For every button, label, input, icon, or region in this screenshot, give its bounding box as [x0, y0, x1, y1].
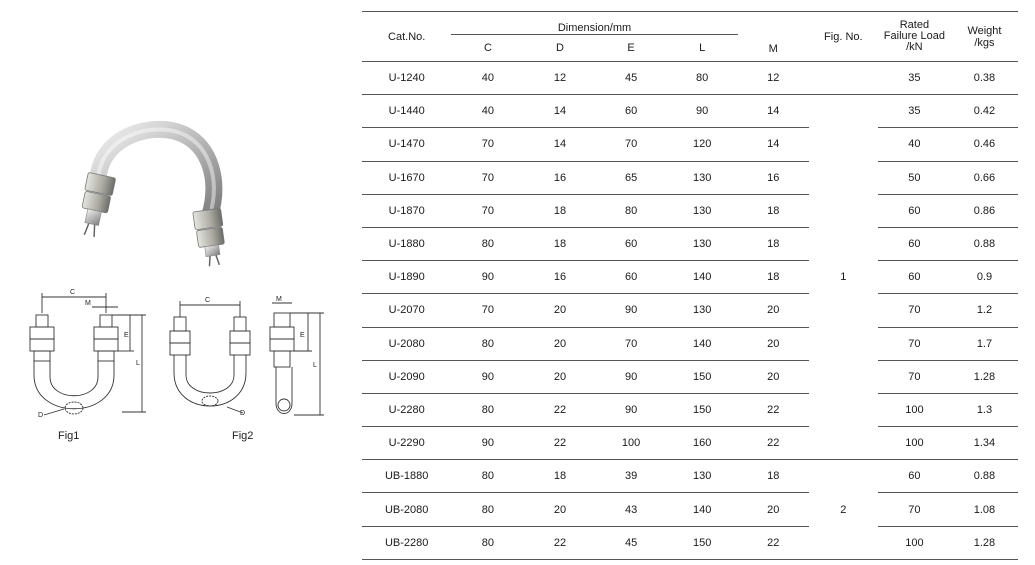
header-m: M	[768, 43, 778, 55]
cell-load: 70	[878, 327, 951, 360]
cell-d: 18	[524, 460, 595, 493]
cell-m: 22	[738, 526, 809, 559]
cell-cat: U-2090	[362, 360, 451, 393]
cell-w: 0.42	[951, 95, 1018, 128]
cell-load: 60	[878, 227, 951, 260]
cell-w: 1.08	[951, 493, 1018, 526]
cell-d: 14	[524, 95, 595, 128]
u-bolt-photo	[60, 110, 240, 270]
header-cat-no: Cat.No.	[388, 30, 426, 43]
table-row	[362, 360, 1018, 393]
table-row	[362, 128, 1018, 161]
cell-m: 20	[738, 360, 809, 393]
cell-m: 18	[738, 261, 809, 294]
cell-load: 70	[878, 493, 951, 526]
cell-load: 70	[878, 360, 951, 393]
cell-cat: U-1470	[362, 128, 451, 161]
cell-l: 80	[667, 62, 738, 95]
fig1-dim-e: E	[124, 332, 129, 339]
cell-w: 0.88	[951, 227, 1018, 260]
u-bolt-technical-drawings	[0, 275, 355, 435]
cell-load: 60	[878, 261, 951, 294]
cell-e: 39	[596, 460, 667, 493]
cell-d: 22	[524, 427, 595, 460]
header-rated-failure-load	[878, 12, 951, 62]
cell-cat: UB-1880	[362, 460, 451, 493]
cell-l: 130	[667, 294, 738, 327]
rated-line-1: Rated	[899, 19, 930, 31]
side-view-drawing	[270, 303, 324, 415]
cell-e: 70	[596, 128, 667, 161]
cell-d: 16	[524, 261, 595, 294]
cell-cat: U-2290	[362, 427, 451, 460]
cell-w: 1.3	[951, 393, 1018, 426]
cell-l: 160	[667, 427, 738, 460]
cell-l: 140	[667, 493, 738, 526]
cell-w: 0.88	[951, 460, 1018, 493]
cell-load: 50	[878, 161, 951, 194]
header-l: L	[699, 42, 706, 54]
fig1-dim-m: M	[85, 300, 91, 307]
cell-d: 22	[524, 393, 595, 426]
table-row	[362, 393, 1018, 426]
cell-m: 12	[738, 62, 809, 95]
cell-e: 60	[596, 227, 667, 260]
cell-c: 70	[451, 128, 524, 161]
cell-l: 130	[667, 227, 738, 260]
header-d: D	[556, 42, 564, 54]
cell-w: 0.66	[951, 161, 1018, 194]
table-row	[362, 327, 1018, 360]
cell-e: 100	[596, 427, 667, 460]
cell-c: 80	[451, 393, 524, 426]
cell-l: 140	[667, 327, 738, 360]
cell-m: 16	[738, 161, 809, 194]
cell-c: 80	[451, 460, 524, 493]
cell-d: 20	[524, 493, 595, 526]
cell-m: 14	[738, 95, 809, 128]
cell-e: 60	[596, 95, 667, 128]
cell-d: 20	[524, 327, 595, 360]
cell-w: 1.7	[951, 327, 1018, 360]
cell-e: 45	[596, 526, 667, 559]
cell-d: 12	[524, 62, 595, 95]
table-header	[362, 12, 1018, 62]
cell-w: 1.28	[951, 526, 1018, 559]
cell-d: 18	[524, 194, 595, 227]
side-dim-l: L	[313, 362, 317, 369]
cell-l: 90	[667, 95, 738, 128]
cell-load: 100	[878, 393, 951, 426]
fig2-dim-d: D	[240, 410, 246, 417]
cell-load: 70	[878, 294, 951, 327]
rated-line-2: Failure Load	[883, 30, 945, 42]
cell-d: 14	[524, 128, 595, 161]
cell-e: 70	[596, 327, 667, 360]
cell-load: 60	[878, 194, 951, 227]
cell-w: 0.86	[951, 194, 1018, 227]
cell-load: 40	[878, 128, 951, 161]
cell-w: 1.34	[951, 427, 1018, 460]
fig2-label: Fig2	[232, 430, 254, 442]
rated-line-3: /kN	[906, 41, 923, 53]
table-body	[362, 62, 1018, 560]
cell-d: 20	[524, 294, 595, 327]
cell-cat: U-1440	[362, 95, 451, 128]
cell-c: 70	[451, 161, 524, 194]
cell-cat: U-2280	[362, 393, 451, 426]
cell-l: 150	[667, 360, 738, 393]
cell-m: 20	[738, 294, 809, 327]
fig1-label: Fig1	[58, 430, 80, 442]
cell-c: 90	[451, 261, 524, 294]
table-row	[362, 294, 1018, 327]
table-row	[362, 62, 1018, 95]
header-dimension: Dimension/mm	[451, 12, 737, 35]
cell-m: 18	[738, 194, 809, 227]
cell-cat: UB-2080	[362, 493, 451, 526]
cell-e: 80	[596, 194, 667, 227]
cell-d: 22	[524, 526, 595, 559]
cell-d: 20	[524, 360, 595, 393]
cell-m: 22	[738, 393, 809, 426]
cell-c: 80	[451, 493, 524, 526]
weight-line-1: Weight	[967, 24, 1002, 37]
cell-l: 130	[667, 194, 738, 227]
cell-c: 70	[451, 194, 524, 227]
cell-c: 70	[451, 294, 524, 327]
cell-cat: UB-2280	[362, 526, 451, 559]
cell-m: 22	[738, 427, 809, 460]
cell-cat: U-1670	[362, 161, 451, 194]
cell-c: 40	[451, 95, 524, 128]
table-row	[362, 194, 1018, 227]
cell-l: 130	[667, 460, 738, 493]
header-c: C	[483, 42, 492, 54]
product-illustration-panel	[0, 0, 355, 565]
cell-m: 20	[738, 493, 809, 526]
table-row	[362, 261, 1018, 294]
cell-m: 18	[738, 460, 809, 493]
cell-e: 65	[596, 161, 667, 194]
table-row	[362, 493, 1018, 526]
cell-d: 18	[524, 227, 595, 260]
fig1-dim-l: L	[136, 360, 140, 367]
cell-c: 80	[451, 227, 524, 260]
cell-e: 60	[596, 261, 667, 294]
cell-e: 90	[596, 360, 667, 393]
cell-cat: U-1870	[362, 194, 451, 227]
cell-cat: U-1890	[362, 261, 451, 294]
cell-w: 1.28	[951, 360, 1018, 393]
fig2-drawing	[170, 301, 250, 413]
cell-l: 130	[667, 161, 738, 194]
header-weight	[951, 12, 1018, 62]
header-fig-no: Fig. No.	[824, 30, 863, 43]
table-row	[362, 526, 1018, 559]
cell-l: 150	[667, 393, 738, 426]
cell-fig-group-2: 2	[809, 460, 878, 560]
side-dim-e: E	[300, 332, 305, 339]
cell-cat: U-1880	[362, 227, 451, 260]
cell-load: 35	[878, 62, 951, 95]
cell-l: 150	[667, 526, 738, 559]
cell-fig-blank	[809, 62, 878, 95]
fig1-dim-d: D	[38, 412, 44, 419]
cell-e: 45	[596, 62, 667, 95]
cell-m: 14	[738, 128, 809, 161]
table-row	[362, 460, 1018, 493]
side-dim-m: M	[276, 296, 282, 303]
cell-e: 43	[596, 493, 667, 526]
cell-m: 18	[738, 227, 809, 260]
table-row	[362, 95, 1018, 128]
header-e: E	[627, 42, 635, 54]
cell-c: 80	[451, 327, 524, 360]
cell-m: 20	[738, 327, 809, 360]
table-row	[362, 161, 1018, 194]
cell-load: 60	[878, 460, 951, 493]
cell-cat: U-1240	[362, 62, 451, 95]
cell-load: 100	[878, 526, 951, 559]
cell-e: 90	[596, 393, 667, 426]
cell-c: 90	[451, 360, 524, 393]
cell-l: 120	[667, 128, 738, 161]
cell-fig-group-1: 1	[809, 95, 878, 460]
cell-cat: U-2070	[362, 294, 451, 327]
cell-c: 90	[451, 427, 524, 460]
cell-l: 140	[667, 261, 738, 294]
cell-w: 0.46	[951, 128, 1018, 161]
cell-c: 40	[451, 62, 524, 95]
fig1-drawing	[30, 293, 146, 415]
fig2-dim-c: C	[205, 297, 211, 304]
specification-table	[362, 11, 1018, 560]
cell-load: 100	[878, 427, 951, 460]
table-row	[362, 227, 1018, 260]
cell-w: 1.2	[951, 294, 1018, 327]
cell-w: 0.38	[951, 62, 1018, 95]
cell-load: 35	[878, 95, 951, 128]
cell-cat: U-2080	[362, 327, 451, 360]
table-row	[362, 427, 1018, 460]
fig1-dim-c: C	[70, 289, 76, 296]
weight-line-2: /kgs	[974, 36, 995, 49]
cell-e: 90	[596, 294, 667, 327]
cell-w: 0.9	[951, 261, 1018, 294]
cell-c: 80	[451, 526, 524, 559]
cell-d: 16	[524, 161, 595, 194]
